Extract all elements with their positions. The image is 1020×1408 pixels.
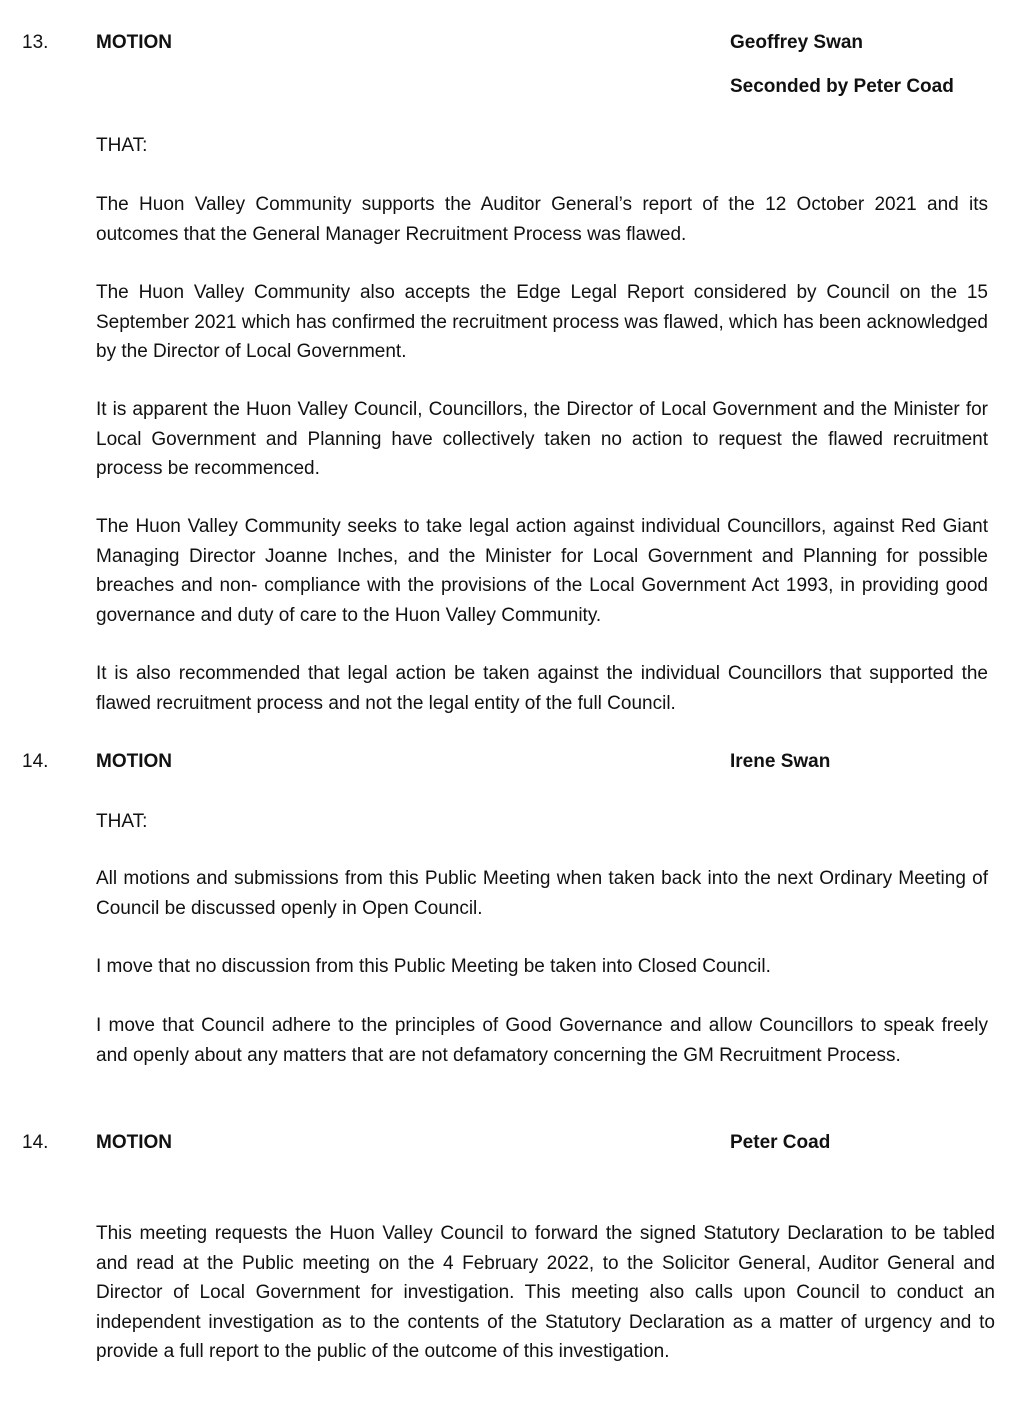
motion-number: 14. [22, 751, 49, 772]
motion-13-header [0, 31, 1020, 55]
motion-intro: THAT: [96, 135, 148, 156]
motion-14-header [0, 750, 1020, 774]
motion-14b-header [0, 1131, 1020, 1155]
motion-paragraph: It is also recommended that legal action be taken against the individual Councillors that supported the flawed recruitment process and not the legal entity of the full Council. [96, 663, 988, 714]
motion-mover: Irene Swan [730, 751, 831, 772]
motion-number: 14. [22, 1132, 49, 1153]
motion-paragraph: This meeting requests the Huon Valley Council to forward the signed Statutory Declaration to be tabled and read at the Public meeting on the 4 February 2022, to the Solicitor General, Auditor General and Director of Local Government for investigation. This meeting also calls upon Council to conduct an independent investigation as to the contents of the Statutory Declaration as a matter of urgency and to provide a full report to the public of the outcome of this investigation. [96, 1223, 995, 1362]
motion-paragraph: I move that Council adhere to the principles of Good Governance and allow Councillors to speak freely and openly about any matters that are not defamatory concerning the GM Recruitment Process. [96, 1015, 988, 1066]
motion-seconder: Seconded by Peter Coad [730, 76, 954, 97]
motion-paragraph: It is apparent the Huon Valley Council, Councillors, the Director of Local Government and the Minister for Local Government and Planning have collectively taken no action to request the flawed recruitment process be recommenced. [96, 399, 988, 479]
motion-title: MOTION [96, 751, 172, 772]
motion-intro: THAT: [96, 811, 148, 832]
motion-title: MOTION [96, 32, 172, 53]
motion-paragraph: The Huon Valley Community supports the Auditor General’s report of the 12 October 2021 and its outcomes that the General Manager Recruitment Process was flawed. [96, 194, 988, 245]
motion-title: MOTION [96, 1132, 172, 1153]
motion-mover: Geoffrey Swan [730, 32, 864, 53]
motion-paragraph: I move that no discussion from this Public Meeting be taken into Closed Council. [96, 956, 771, 977]
motion-number: 13. [22, 32, 49, 53]
motion-paragraph: All motions and submissions from this Public Meeting when taken back into the next Ordinary Meeting of Council be discussed openly in Open Council. [96, 868, 988, 919]
motion-mover: Peter Coad [730, 1132, 831, 1153]
motion-paragraph: The Huon Valley Community seeks to take legal action against individual Councillors, against Red Giant Managing Director Joanne Inches, and the Minister for Local Government and Planning for possible breaches and non- compliance with the provisions of the Local Government Act 1993, in providing good governance and duty of care to the Huon Valley Community. [96, 516, 988, 626]
motion-paragraph: The Huon Valley Community also accepts the Edge Legal Report considered by Council on the 15 September 2021 which has confirmed the recruitment process was flawed, which has been acknowledged by the Director of Local Government. [96, 282, 988, 362]
